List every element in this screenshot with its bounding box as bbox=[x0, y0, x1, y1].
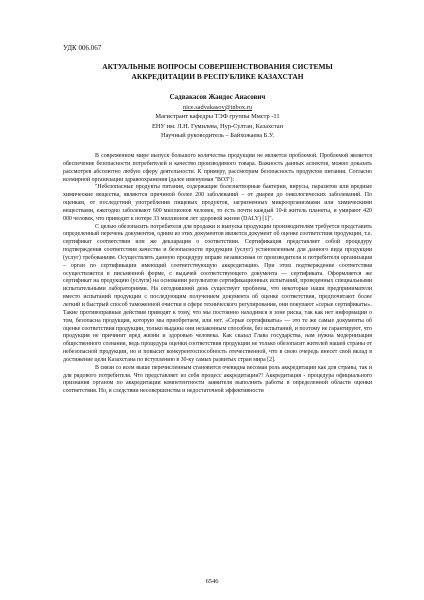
paragraph: С целью обезопасить потребителя для продажи и выпуска продукции производителям требуется представить определенный перечень документов, одним из этих документов является документ об оценке соответствия продукции, т.е. сертификат соответствия или же декларация о соответствии. Сертификация представляет собой процедуру подтверждения соответствия качества и безопасности продукции (услуг) установленным для данного вида продукции (услуг) требованиям. Осуществлять данную процедуру вправе независимая от производителя и потребителя организация – орган по сертификации имеющий соответствующую аккредитацию. При этом подтверждение соответствия осуществляется в письменной форме, с выдачей соответствующего документа — сертификата. Оформляется же сертификат на продукцию (услуги) на основании результатов сертификационных испытаний, проведенных специальными испытательными лабораториями. На сегодняшний день существует проблема, что некоторые наши предприниматели вместо испытаний продукции с последующим получением документа об оценке соответствия, предпочитают более легкий и быстрый способ таможенной очистки в сфере технического регулирования, они покупают «серые сертификаты». Такие противоправные действия приводят к тому, что мы постоянно находимся в зоне риска, так как нет информации о том, безопасна продукция, которую мы приобретаем, или нет. «Серые сертификаты» — это те же самые документы об оценке соответствия продукции, только выданы они незаконным способом, без испытаний, и поэтому не гарантируют, что продукция не причинит вред жизни и здоровью человека. Как сказал Глава государства, нам нужна модернизация общественного сознания, ведь процедура оценки соответствия продукции не только обезопасит жителей нашей страны от небезопасной продукции, но и повысит конкурентоспособность отечественной, что в свою очередь внесет свой вклад в достижение цели Казахстана по вступлению в 30-ку самых развитых стран мира [2]. bbox=[63, 223, 372, 363]
title-line: АККРЕДИТАЦИИ В РЕСПУБЛИКЕ КАЗАХСТАН bbox=[131, 71, 304, 81]
paragraph: "Небезопасные продукты питания, содержащие болезнетворные бактерии, вирусы, паразитов или вредные химические вещества, являются причиной более 200 заболеваний – от диареи до онкологических заболеваний. По оценкам, от последствий употребления пищевых продуктов, загрязненных микроорганизмами или химическими веществами, ежегодно заболевают 600 миллионов человек, то есть почти каждый 10-й житель планеты, и умирают 420 000 человек, что приводит к потере 33 миллионов лет здоровой жизни (DALY) [1]". bbox=[63, 184, 372, 222]
supervisor: Научный руководитель – Байхожаева Б.У. bbox=[160, 132, 275, 140]
author-block bbox=[63, 93, 372, 141]
article-title bbox=[63, 62, 372, 81]
udk-code: УДК 006.067 bbox=[63, 44, 102, 52]
paragraph: В современном мире выпуск большого количества продукции не является проблемой. Проблемой является обеспечение безопасности потребителей и качество производимого товара. Важность данных аспектов, можно доказать рассмотрев абсолютно любую сферу деятельности. К примеру, рассмотрим безопасность продуктов питания. Согласно всемирной организации здравоохранения (далее именуемая "ВОЗ"): bbox=[63, 152, 372, 183]
author-affiliation: ЕНУ им. Л.Н. Гумилева, Нур-Султан, Казахстан bbox=[151, 122, 284, 130]
author-email[interactable]: nice.sadvakasov@inbox.ru bbox=[182, 103, 253, 111]
page-number: 6546 bbox=[205, 578, 219, 585]
paragraph: В связи со всем выше перечисленным становится очевидна весомая роль аккредитации как для страны, так и для рядового потребителя. Что представляет из себя процесс аккредитации?! Аккредитация - процедура официального признания органом по аккредитации компетентности заявителя выполнять работы в определенной области оценки соответствия. Но, в следствии несовершенства и недостаточной эффективности bbox=[63, 364, 372, 395]
author-position: Магистрант кафедры ТЭФ группы Ммстр -11 bbox=[155, 113, 280, 121]
title-line: АКТУАЛЬНЫЕ ВОПРОСЫ СОВЕРШЕНСТВОВАНИЯ СИСТЕМЫ bbox=[102, 62, 333, 71]
author-name: Садвакасов Жандос Анасович bbox=[169, 93, 266, 101]
article-body bbox=[63, 153, 372, 396]
